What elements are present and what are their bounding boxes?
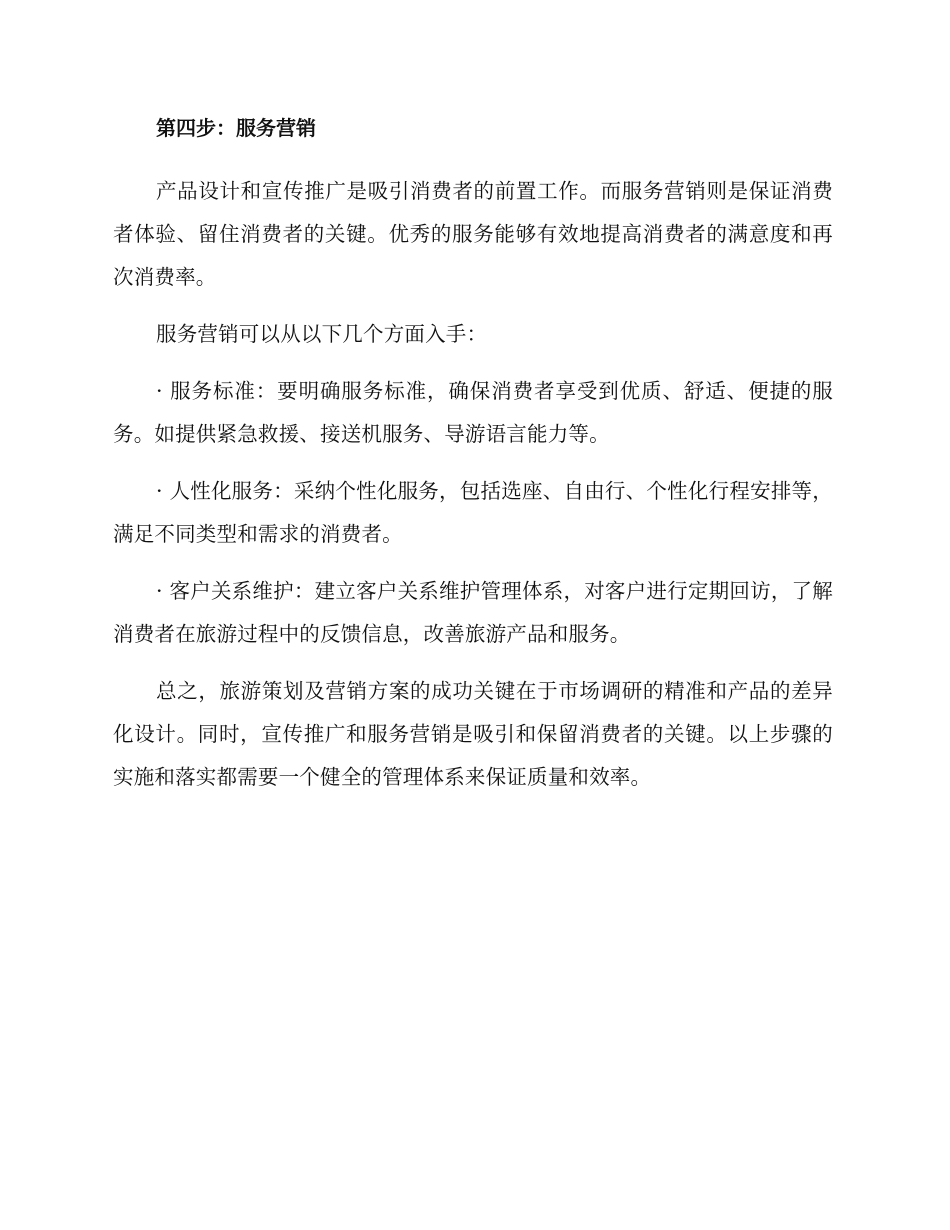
paragraph-intro: 产品设计和宣传推广是吸引消费者的前置工作。而服务营销则是保证消费者体验、留住消费者的关键。优秀的服务能够有效地提高消费者的满意度和再次消费率。: [113, 179, 833, 289]
bullet-service-standard: · 服务标准：要明确服务标准，确保消费者享受到优质、舒适、便捷的服务。如提供紧急救援、接送机服务、导游语言能力等。: [113, 379, 833, 446]
bullet-personalized-service: · 人性化服务：采纳个性化服务，包括选座、自由行、个性化行程安排等，满足不同类型和需求的消费者。: [113, 479, 833, 546]
paragraph-conclusion: 总之，旅游策划及营销方案的成功关键在于市场调研的精准和产品的差异化设计。同时，宣传推广和服务营销是吸引和保留消费者的关键。以上步骤的实施和落实都需要一个健全的管理体系来保证质量和效率。: [113, 679, 833, 789]
paragraph-aspects-lead: 服务营销可以从以下几个方面入手：: [156, 322, 488, 346]
document-page: [113, 108, 833, 813]
bullet-customer-relations: · 客户关系维护：建立客户关系维护管理体系，对客户进行定期回访，了解消费者在旅游过程中的反馈信息，改善旅游产品和服务。: [113, 579, 833, 646]
section-heading: 第四步：服务营销: [156, 116, 316, 140]
